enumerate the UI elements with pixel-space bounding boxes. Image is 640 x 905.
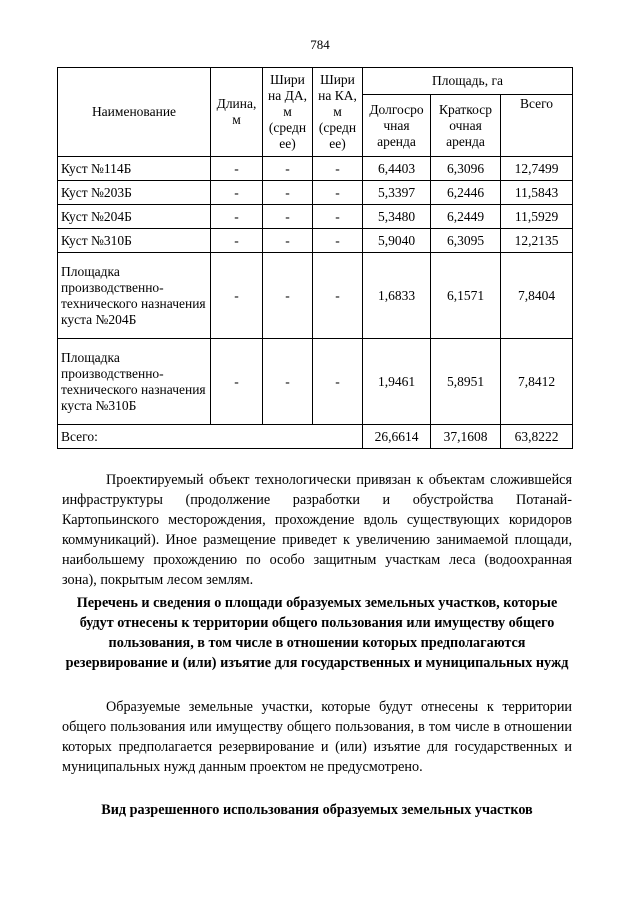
paragraph-placement-rationale [62, 470, 572, 590]
header-width-da: Шири на ДА, м (средн ее) [263, 68, 313, 157]
table-total-row [58, 425, 573, 449]
cell-width-ka: - [313, 181, 363, 205]
cell-long-term: 1,6833 [363, 253, 431, 339]
paragraph-text: Проектируемый объект технологически привязан к объектам сложившейся инфраструктуры (продолжение разработки и обустройства Потанай-Картопьинского месторождения, прохождение вдоль существующих коридоров коммуникаций). Иное размещение приведет к увеличению занимаемой площади, наибольшему прохождению по особо защитным участкам леса (водоохранная зона), покрытым лесом землям. [62, 472, 572, 588]
cell-width-da: - [263, 339, 313, 425]
cell-width-da: - [263, 229, 313, 253]
header-long-term: Долгосро чная аренда [363, 95, 431, 157]
cell-total: 12,2135 [501, 229, 573, 253]
cell-short-term: 6,3095 [431, 229, 501, 253]
total-short-term: 37,1608 [431, 425, 501, 449]
cell-length: - [211, 205, 263, 229]
cell-width-da: - [263, 205, 313, 229]
cell-width-ka: - [313, 253, 363, 339]
cell-length: - [211, 253, 263, 339]
cell-long-term: 5,3480 [363, 205, 431, 229]
cell-width-ka: - [313, 157, 363, 181]
cell-total: 7,8404 [501, 253, 573, 339]
cell-short-term: 6,2449 [431, 205, 501, 229]
header-width-ka: Шири на КА, м (средн ее) [313, 68, 363, 157]
header-area-group: Площадь, га [363, 68, 573, 95]
total-long-term: 26,6614 [363, 425, 431, 449]
table-row [58, 205, 573, 229]
total-total: 63,8222 [501, 425, 573, 449]
paragraph-text: Образуемые земельные участки, которые будут отнесены к территории общего пользования или имуществу общего пользования, в том числе в отношении которых предполагается резервирование и (или) изъятие для государственных и муниципальных нужд данным проектом не предусмотрено. [62, 699, 572, 775]
cell-width-da: - [263, 181, 313, 205]
cell-total: 11,5843 [501, 181, 573, 205]
cell-name: Куст №203Б [58, 181, 211, 205]
table-row [58, 181, 573, 205]
cell-short-term: 6,2446 [431, 181, 501, 205]
cell-name: Куст №204Б [58, 205, 211, 229]
cell-length: - [211, 157, 263, 181]
land-area-table [57, 67, 573, 449]
header-name: Наименование [58, 68, 211, 157]
cell-long-term: 6,4403 [363, 157, 431, 181]
cell-long-term: 5,3397 [363, 181, 431, 205]
header-total: Всего [501, 95, 573, 157]
cell-long-term: 5,9040 [363, 229, 431, 253]
section-heading-public-land: Перечень и сведения о площади образуемых земельных участков, которые будут отнесены к территории общего пользования или имуществу общего пользования, в том числе в отношении которых предполагаются резервирование и (или) изъятие для государственных и муниципальных нужд [65, 595, 569, 671]
page-number: 784 [310, 37, 330, 52]
table-row [58, 157, 573, 181]
cell-length: - [211, 181, 263, 205]
section-heading-permitted-use: Вид разрешенного использования образуемых земельных участков [101, 802, 533, 818]
cell-total: 11,5929 [501, 205, 573, 229]
table-row [58, 229, 573, 253]
header-length: Длина, м [211, 68, 263, 157]
total-label: Всего: [58, 425, 363, 449]
header-short-term: Краткоср очная аренда [431, 95, 501, 157]
cell-length: - [211, 339, 263, 425]
table-row [58, 339, 573, 425]
cell-short-term: 6,1571 [431, 253, 501, 339]
paragraph-public-land [62, 697, 572, 777]
cell-width-da: - [263, 253, 313, 339]
cell-total: 7,8412 [501, 339, 573, 425]
cell-width-ka: - [313, 229, 363, 253]
cell-short-term: 6,3096 [431, 157, 501, 181]
cell-long-term: 1,9461 [363, 339, 431, 425]
cell-width-ka: - [313, 205, 363, 229]
cell-length: - [211, 229, 263, 253]
cell-name: Площадка производственно-технического назначения куста №310Б [58, 339, 211, 425]
cell-name: Площадка производственно-технического назначения куста №204Б [58, 253, 211, 339]
cell-total: 12,7499 [501, 157, 573, 181]
cell-width-ka: - [313, 339, 363, 425]
cell-short-term: 5,8951 [431, 339, 501, 425]
table-row [58, 253, 573, 339]
cell-name: Куст №114Б [58, 157, 211, 181]
cell-width-da: - [263, 157, 313, 181]
cell-name: Куст №310Б [58, 229, 211, 253]
